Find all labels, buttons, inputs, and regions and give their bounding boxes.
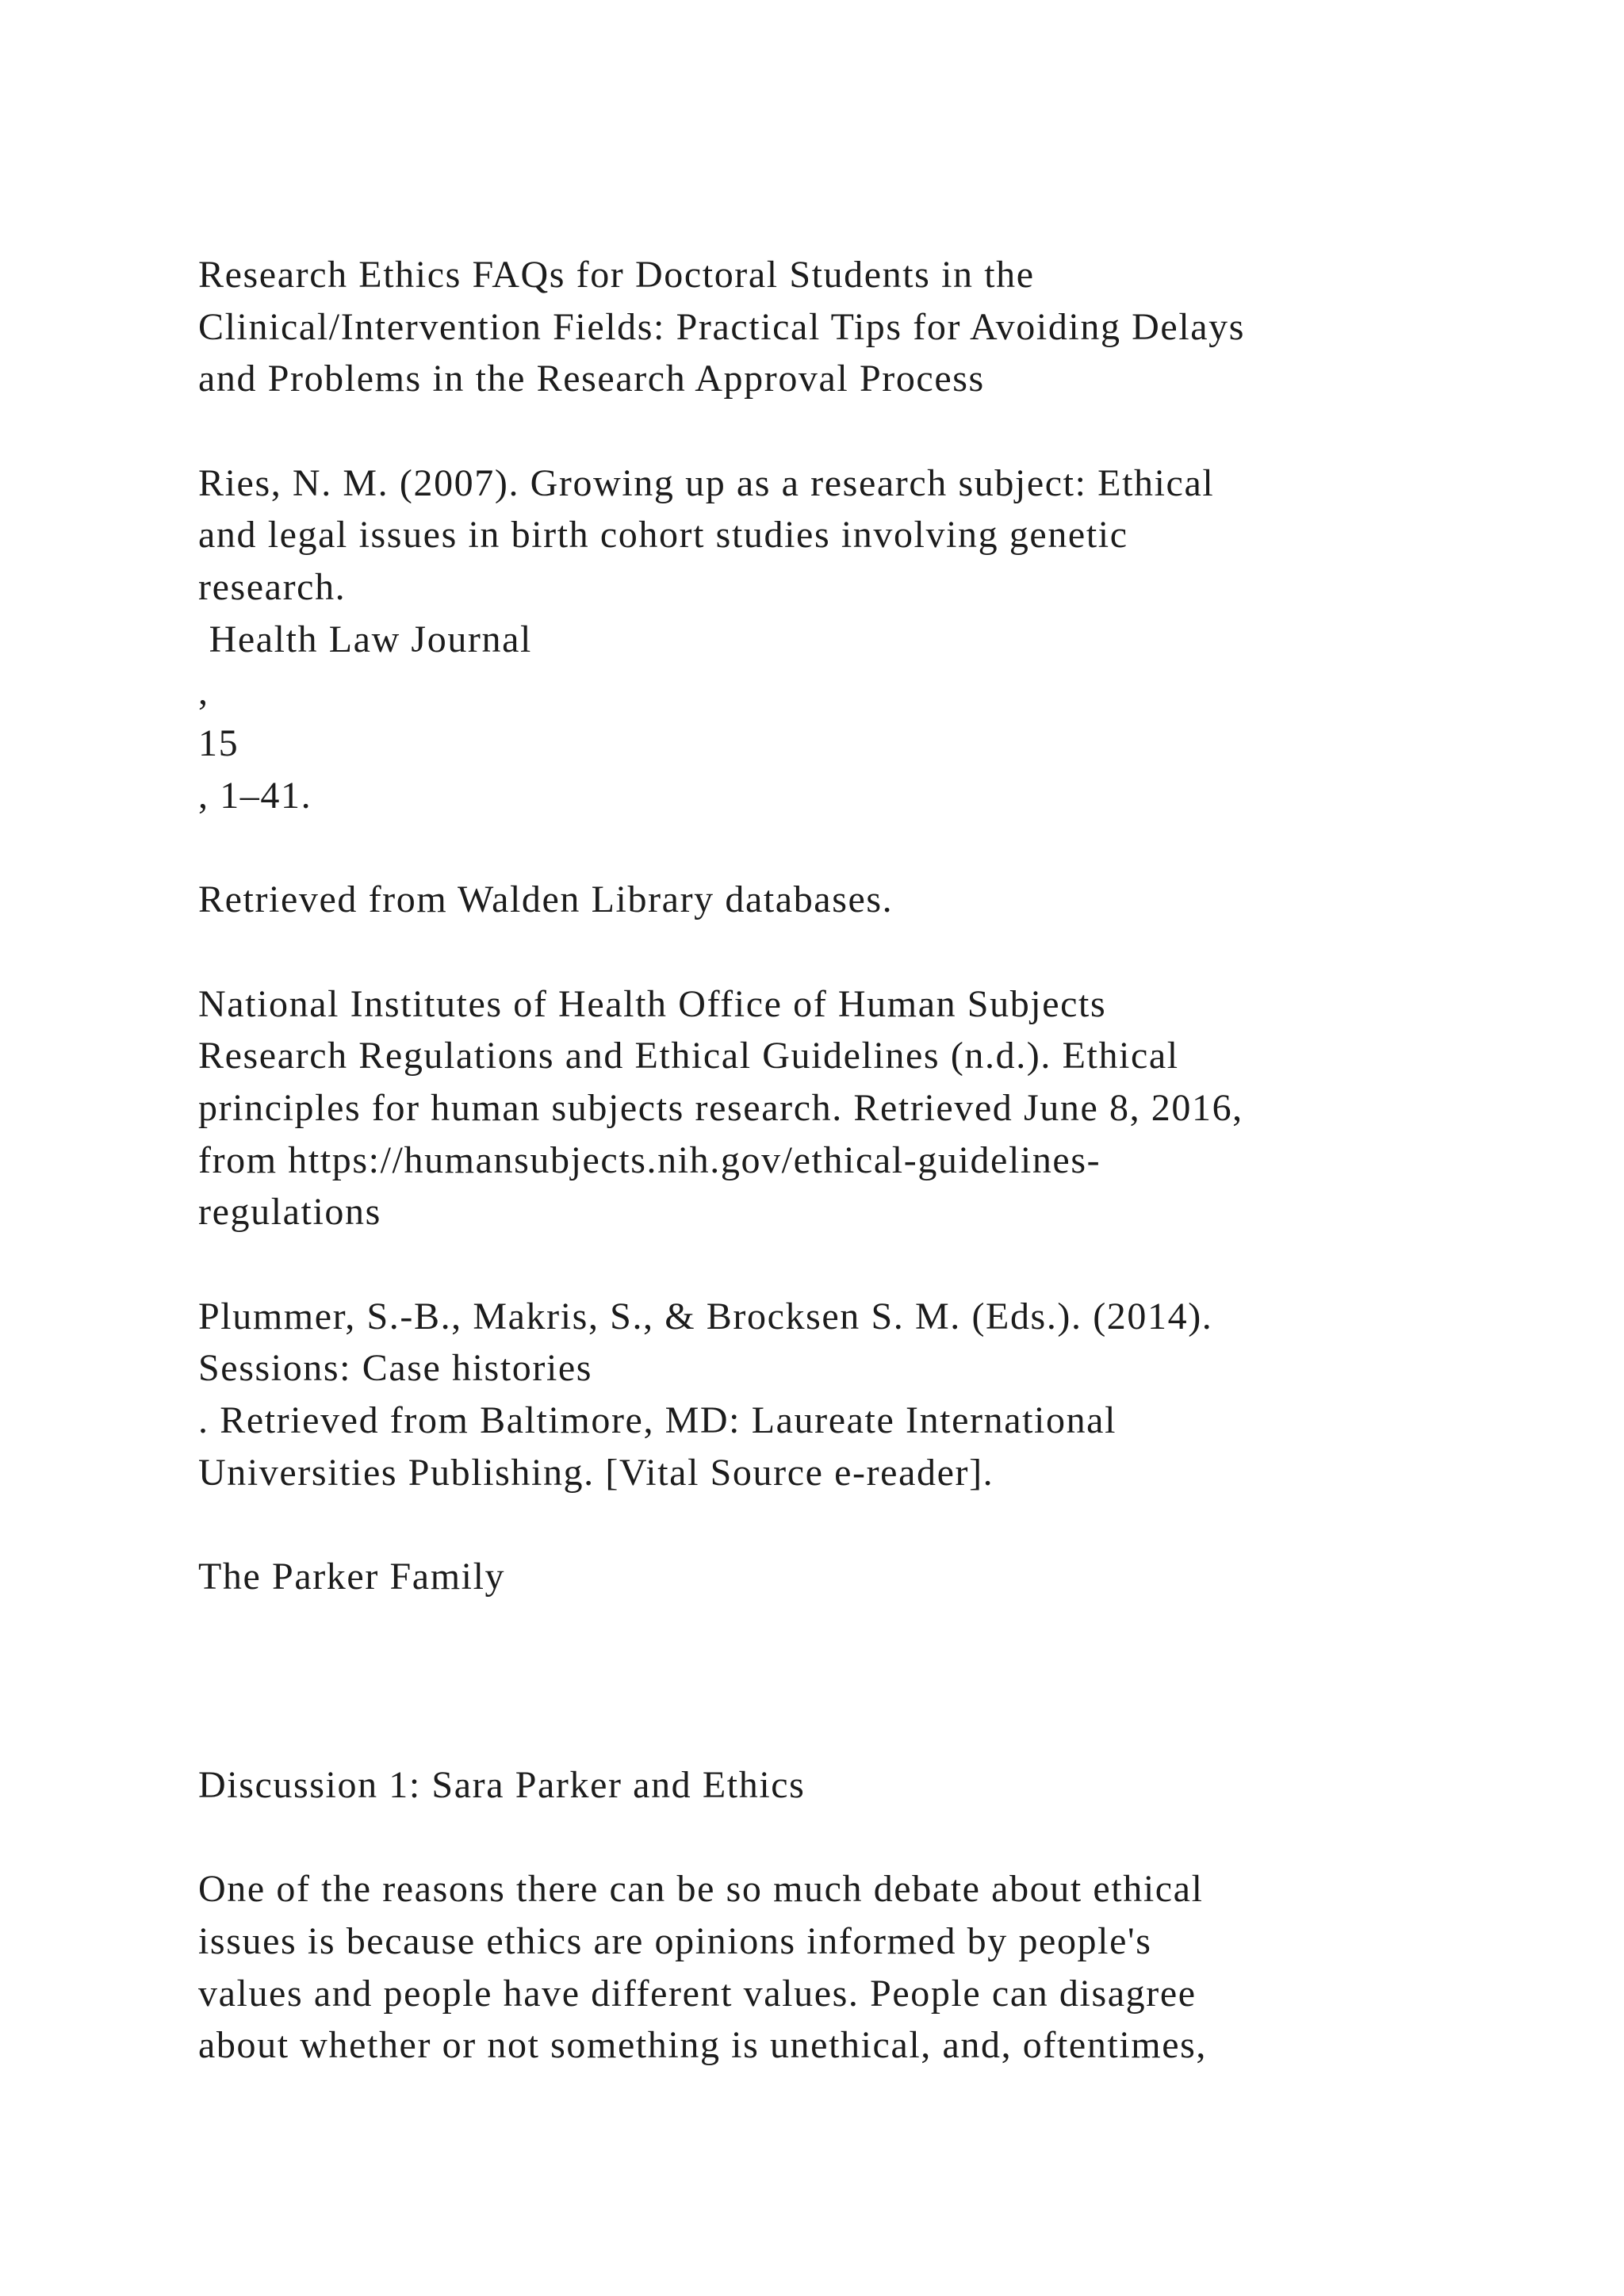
spacer bbox=[198, 405, 1546, 457]
title-line-2: Clinical/Intervention Fields: Practical Tips for Avoiding Delays bbox=[198, 305, 1246, 348]
spacer bbox=[198, 1707, 1546, 1759]
discussion-body-line-1: One of the reasons there can be so much debate about ethical bbox=[198, 1868, 1204, 1911]
document-text bbox=[198, 249, 1546, 2072]
discussion-heading: Discussion 1: Sara Parker and Ethics bbox=[198, 1763, 806, 1806]
spacer bbox=[198, 926, 1546, 978]
spacer bbox=[198, 822, 1546, 874]
plummer-ref-line-4: Universities Publishing. [Vital Source e-reader]. bbox=[198, 1451, 994, 1494]
discussion-body-line-4: about whether or not something is unethical, and, oftentimes, bbox=[198, 2024, 1208, 2067]
discussion-body-line-3: values and people have different values. People can disagree bbox=[198, 1972, 1197, 2015]
nih-ref-line-3: principles for human subjects research. Retrieved June 8, 2016, bbox=[198, 1087, 1243, 1129]
spacer bbox=[198, 1238, 1546, 1291]
ries-ref-line-1: Ries, N. M. (2007). Growing up as a research subject: Ethical bbox=[198, 461, 1215, 504]
ries-ref-line-2: and legal issues in birth cohort studies involving genetic bbox=[198, 514, 1128, 557]
plummer-ref-line-1: Plummer, S.-B., Makris, S., & Brocksen S. M. (Eds.). (2014). bbox=[198, 1295, 1213, 1337]
retrieved-walden: Retrieved from Walden Library databases. bbox=[198, 878, 894, 921]
ries-ref-line-3: research. bbox=[198, 566, 347, 609]
plummer-ref-line-2: Sessions: Case histories bbox=[198, 1347, 593, 1390]
nih-ref-line-4: from https://humansubjects.nih.gov/ethical-guidelines- bbox=[198, 1138, 1101, 1181]
discussion-body-line-2: issues is because ethics are opinions informed by people's bbox=[198, 1920, 1152, 1962]
parker-family-heading: The Parker Family bbox=[198, 1556, 506, 1598]
nih-ref-line-2: Research Regulations and Ethical Guidelines (n.d.). Ethical bbox=[198, 1035, 1179, 1077]
ries-ref-comma: , bbox=[198, 670, 209, 713]
ries-ref-volume: 15 bbox=[198, 722, 239, 765]
title-line-1: Research Ethics FAQs for Doctoral Students in the bbox=[198, 254, 1035, 296]
ries-ref-journal: Health Law Journal bbox=[198, 618, 532, 660]
spacer bbox=[198, 1499, 1546, 1552]
spacer bbox=[198, 1603, 1546, 1655]
nih-ref-line-5: regulations bbox=[198, 1191, 381, 1234]
spacer bbox=[198, 1655, 1546, 1708]
spacer bbox=[198, 1812, 1546, 1864]
title-line-3: and Problems in the Research Approval Process bbox=[198, 358, 985, 400]
plummer-ref-line-3: . Retrieved from Baltimore, MD: Laureate International bbox=[198, 1399, 1117, 1442]
nih-ref-line-1: National Institutes of Health Office of Human Subjects bbox=[198, 982, 1107, 1025]
ries-ref-pages: , 1–41. bbox=[198, 774, 312, 817]
